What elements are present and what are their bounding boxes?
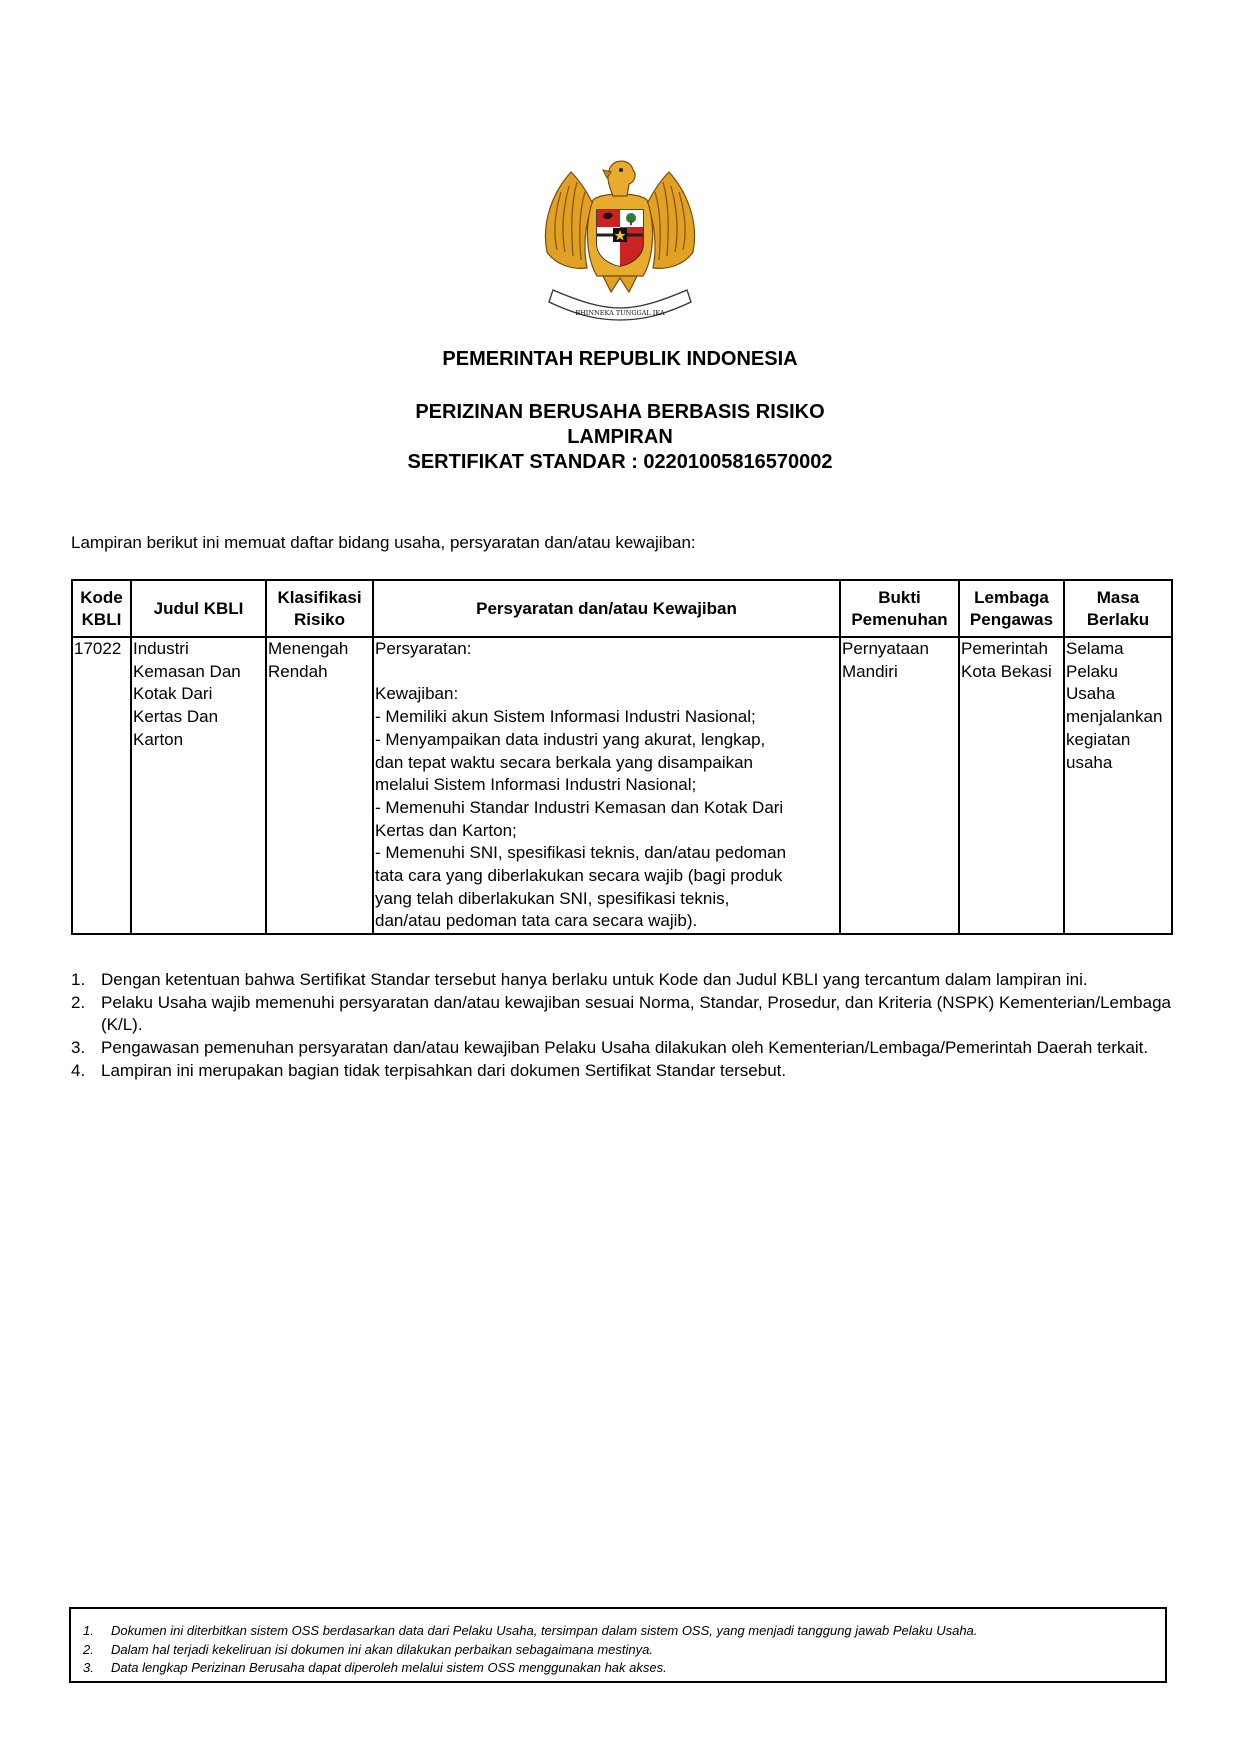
cell-masa: Selama Pelaku Usaha menjalankan kegiatan usaha: [1064, 637, 1172, 934]
document-title-line-2: LAMPIRAN: [567, 426, 673, 448]
footer-item: 1. Dokumen ini diterbitkan sistem OSS berdasarkan data dari Pelaku Usaha, tersimpan dalam sistem OSS, yang menjadi tanggung jawab Pelaku Usaha.: [83, 1623, 978, 1638]
header-persyaratan: Persyaratan dan/atau Kewajiban: [373, 580, 840, 637]
header-judul-kbli: Judul KBLI: [131, 580, 266, 637]
note-item: 3. Pengawasan pemenuhan persyaratan dan/atau kewajiban Pelaku Usaha dilakukan oleh Kementerian/Lembaga/Pemerintah Daerah terkait.: [71, 1038, 1149, 1058]
government-title: PEMERINTAH REPUBLIK INDONESIA: [442, 348, 798, 370]
document-title-line-1: PERIZINAN BERUSAHA BERBASIS RISIKO: [415, 401, 825, 423]
cell-lembaga: Pemerintah Kota Bekasi: [959, 637, 1064, 934]
header-klasifikasi-risiko: Klasifikasi Risiko: [266, 580, 373, 637]
certificate-number: SERTIFIKAT STANDAR : 02201005816570002: [407, 451, 833, 473]
intro-text: Lampiran berikut ini memuat daftar bidang usaha, persyaratan dan/atau kewajiban:: [71, 533, 696, 552]
note-item: 1. Dengan ketentuan bahwa Sertifikat Standar tersebut hanya berlaku untuk Kode dan Judul KBLI yang tercantum dalam lampiran ini.: [71, 970, 1088, 989]
kbli-table: [71, 579, 1173, 935]
cell-persyaratan: Persyaratan: Kewajiban: - Memiliki akun Sistem Informasi Industri Nasional; - Menyampaikan data industri yang akurat, lengkap, dan tepat waktu secara berkala yang disampaikan melalui Sistem Informasi Industri Nasional; - Memenuhi Standar Industri Kemasan dan Kotak Dari Kertas dan Karton; - Memenuhi SNI, spesifikasi teknis, dan/atau pedoman tata cara yang diberlakukan secara wajib (bagi produk yang telah diberlakukan SNI, spesifikasi teknis, dan/atau pedoman tata cara secara wajib).: [373, 637, 840, 934]
cell-kode: 17022: [72, 637, 131, 934]
footer-item: 3. Data lengkap Perizinan Berusaha dapat diperoleh melalui sistem OSS menggunakan hak akses.: [83, 1660, 667, 1675]
note-item: 2. Pelaku Usaha wajib memenuhi persyaratan dan/atau kewajiban sesuai Norma, Standar, Prosedur, dan Kriteria (NSPK) Kementerian/Lembaga (K/L).: [71, 992, 1171, 1035]
header-bukti-pemenuhan: Bukti Pemenuhan: [840, 580, 959, 637]
table-row: [72, 637, 1172, 934]
header-masa-berlaku: Masa Berlaku: [1064, 580, 1172, 637]
garuda-pancasila-emblem: [531, 152, 709, 324]
header-lembaga-pengawas: Lembaga Pengawas: [959, 580, 1064, 637]
document-title-block: [0, 400, 1240, 475]
footer-item: 2. Dalam hal terjadi kekeliruan isi dokumen ini akan dilakukan perbaikan sebagaimana mestinya.: [83, 1641, 653, 1657]
emblem-motto: BHINNEKA TUNGGAL IKA: [575, 309, 665, 317]
note-item: 4. Lampiran ini merupakan bagian tidak terpisahkan dari dokumen Sertifikat Standar tersebut.: [71, 1060, 787, 1080]
cell-klasifikasi: Menengah Rendah: [266, 637, 373, 934]
table-header-row: [72, 580, 1172, 637]
header-kode-kbli: Kode KBLI: [72, 580, 131, 637]
footer-disclaimer-box: [69, 1607, 1167, 1683]
cell-bukti: Pernyataan Mandiri: [840, 637, 959, 934]
footer-list: [71, 1609, 1165, 1678]
cell-judul: Industri Kemasan Dan Kotak Dari Kertas Dan Karton: [131, 637, 266, 934]
notes-list: [71, 969, 1171, 1083]
